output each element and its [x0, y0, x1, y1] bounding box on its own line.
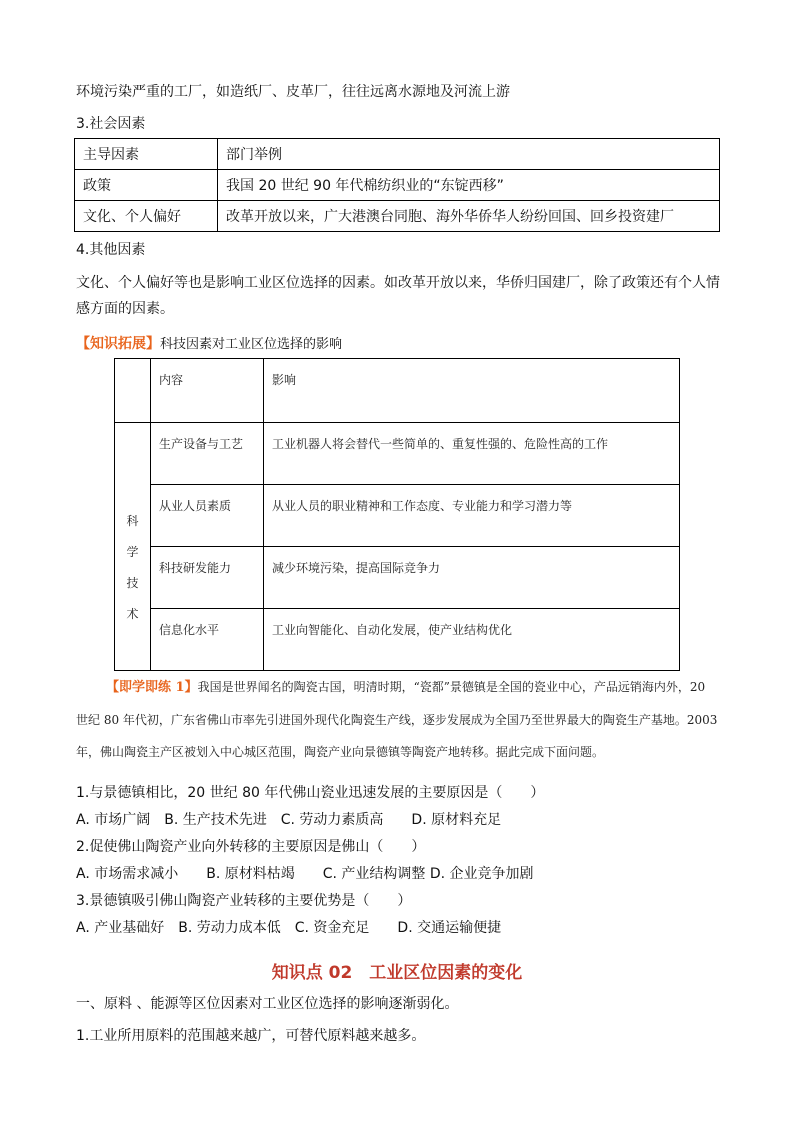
- section-title-social: 3.社会因素: [76, 116, 146, 132]
- group-label-cell: [115, 423, 151, 671]
- question-stem: 2.促使佛山陶瓷产业向外转移的主要原因是佛山（ ）: [76, 839, 426, 855]
- subsection-item: 1.工业所用原料的范围越来越广，可替代原料越来越多。: [76, 1028, 426, 1044]
- table-row: [115, 609, 680, 671]
- group-label-char: 科: [126, 513, 139, 528]
- row-label: 从业人员素质: [159, 499, 232, 513]
- table-cell: 政策: [75, 170, 218, 201]
- practice-tag: 【即学即练 1】: [106, 680, 198, 695]
- section-body-other: 文化、个人偏好等也是影响工业区位选择的因素。如改革开放以来，华侨归国建厂，除了政策还有个人情感方面的因素。: [76, 275, 720, 317]
- row-label: 科技研发能力: [159, 561, 232, 575]
- intro-line: 环境污染严重的工厂，如造纸厂、皮革厂，往往远离水源地及河流上游: [76, 84, 510, 100]
- table-cell: [264, 609, 680, 671]
- table-row: [75, 170, 720, 201]
- header-content: 内容: [159, 373, 184, 387]
- table-header-cell: [151, 359, 264, 423]
- practice-text: 我国是世界闻名的陶瓷古国，明清时期，“瓷都”景德镇是全国的瓷业中心，产品远销海内外，20 世纪 80 年代初，广东省佛山市率先引进国外现代化陶瓷生产线，逐步发展成为全国乃至世界最大的陶瓷生产基地。2003 年，佛山陶瓷主产区被划入中心城区范围，陶瓷产业向景德镇等陶瓷产地转移。据此完成下面问题。: [76, 680, 718, 759]
- section-title-other: 4.其他因素: [76, 242, 146, 258]
- row-value: 从业人员的职业精神和工作态度、专业能力和学习潜力等: [272, 499, 573, 513]
- table-row: [115, 485, 680, 547]
- table-cell: [151, 609, 264, 671]
- table-cell: [151, 423, 264, 485]
- row-value: 减少环境污染，提高国际竞争力: [272, 561, 441, 575]
- table-row: [75, 201, 720, 232]
- question-options: A. 市场广阔 B. 生产技术先进 C. 劳动力素质高 D. 原材料充足: [76, 812, 502, 828]
- extension-header: [76, 334, 342, 355]
- group-label-char: 学: [126, 544, 139, 559]
- table-cell: 文化、个人偏好: [75, 201, 218, 232]
- section-heading: 知识点 02 工业区位因素的变化: [271, 963, 523, 983]
- table-row: [115, 423, 680, 485]
- table-header-cell: [264, 359, 680, 423]
- table-row: [115, 359, 680, 423]
- tech-factors-table: [114, 358, 680, 671]
- row-label: 信息化水平: [159, 623, 220, 637]
- table-cell: 我国 20 世纪 90 年代棉纺织业的“东锭西移”: [218, 170, 720, 201]
- row-value: 工业向智能化、自动化发展，使产业结构优化: [272, 623, 513, 637]
- row-value: 工业机器人将会替代一些简单的、重复性强的、危险性高的工作: [272, 437, 609, 451]
- table-header-cell: 主导因素: [75, 139, 218, 170]
- table-header-cell: 部门举例: [218, 139, 720, 170]
- question-stem: 1.与景德镇相比，20 世纪 80 年代佛山瓷业迅速发展的主要原因是（ ）: [76, 785, 545, 801]
- table-header-cell: [115, 359, 151, 423]
- extension-tag: 【知识拓展】: [76, 336, 160, 352]
- group-label-char: 技: [126, 575, 139, 590]
- table-row: [115, 547, 680, 609]
- question-stem: 3.景德镇吸引佛山陶瓷产业转移的主要优势是（ ）: [76, 893, 412, 909]
- group-label-char: 术: [126, 606, 139, 621]
- table-cell: [264, 485, 680, 547]
- question-options: A. 市场需求减小 B. 原材料枯竭 C. 产业结构调整 D. 企业竞争加剧: [76, 866, 534, 882]
- header-impact: 影响: [272, 373, 297, 387]
- extension-title: 科技因素对工业区位选择的影响: [160, 337, 343, 352]
- table-cell: 改革开放以来，广大港澳台同胞、海外华侨华人纷纷回国、回乡投资建厂: [218, 201, 720, 232]
- question-options: A. 产业基础好 B. 劳动力成本低 C. 资金充足 D. 交通运输便捷: [76, 920, 502, 936]
- table-cell: [264, 423, 680, 485]
- social-factors-table: [74, 138, 720, 232]
- table-cell: [151, 485, 264, 547]
- subsection-title: 一、原料 、能源等区位因素对工业区位选择的影响逐渐弱化。: [76, 996, 459, 1012]
- practice-paragraph: [76, 671, 720, 768]
- table-cell: [151, 547, 264, 609]
- table-row: [75, 139, 720, 170]
- row-label: 生产设备与工艺: [159, 437, 244, 451]
- table-cell: [264, 547, 680, 609]
